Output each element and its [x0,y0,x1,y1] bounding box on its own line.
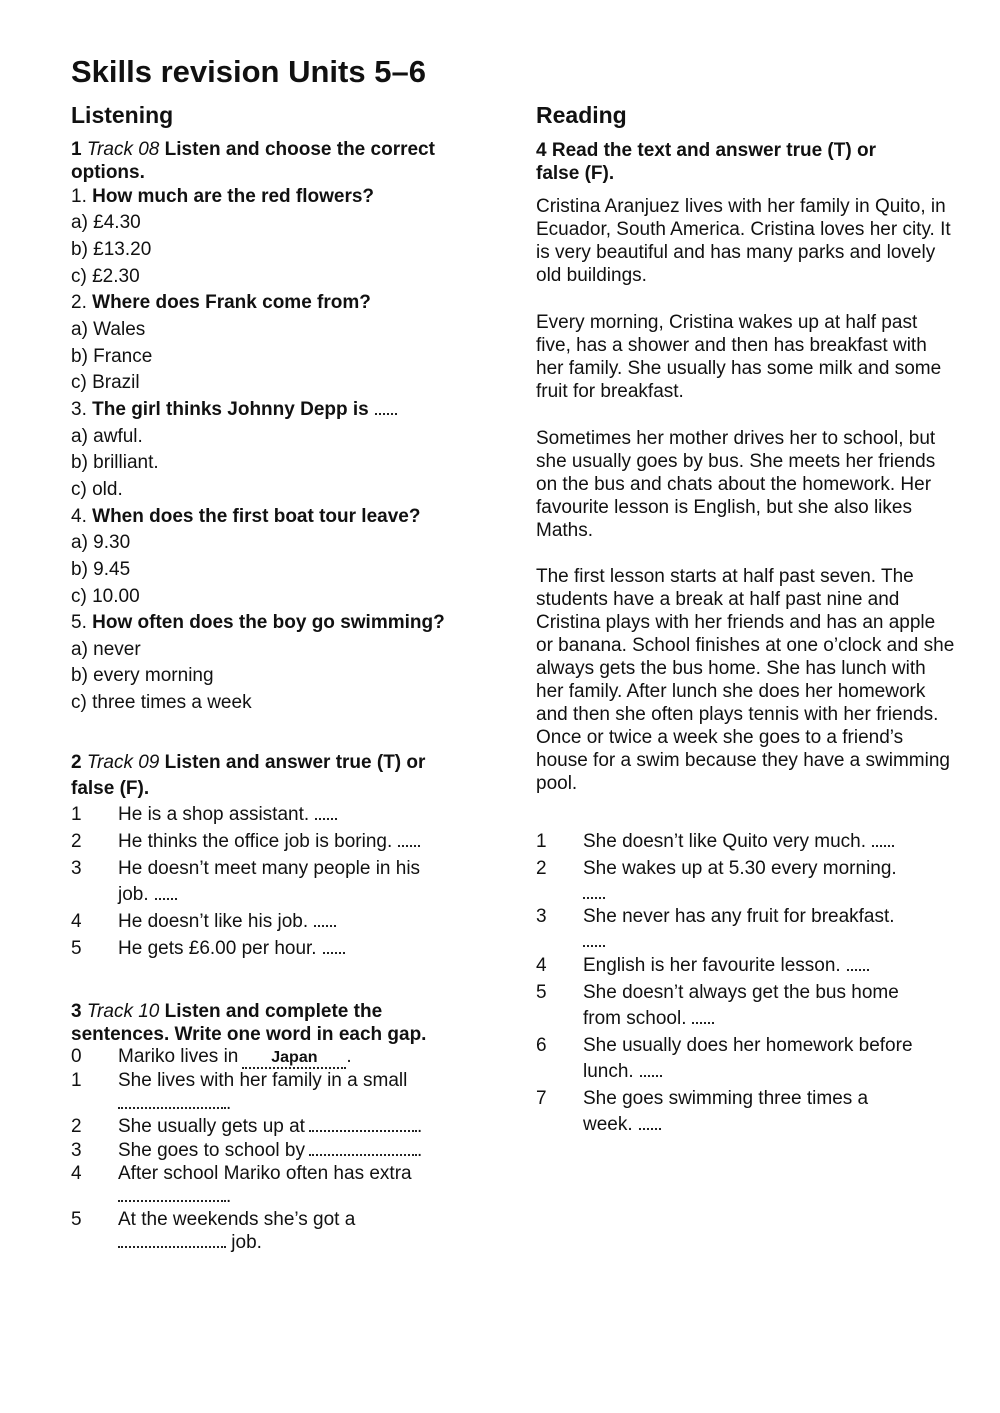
ex1-instruction [71,138,435,161]
item-text-cont: job. [118,884,149,905]
ex3-instruction-line1: Listen and complete the [164,1001,383,1022]
ex1-q3-option-c[interactable]: c) old. [71,479,123,500]
ex4-item-3 [536,904,956,952]
ex1-q3-option-a[interactable]: a) awful. [71,426,143,447]
item-number: 4 [71,911,82,932]
ex1-q3-option-b[interactable]: b) brilliant. [71,452,159,473]
answer-gap[interactable] [583,883,605,899]
ex1-q4-option-b[interactable]: b) 9.45 [71,559,131,580]
question-number: 5. [71,612,87,633]
question-text: How much are the red flowers? [92,186,375,207]
item-number: 2 [71,1116,82,1137]
reading-paragraph-4: The first lesson starts at half past seven. The students have a break at half past nine and Cristina plays with her friends and has an apple or banana. School finishes at one o’clock and she always gets the bus home. She has lunch with her family. After lunch she does her homework and then she often plays tennis with her friends. Once or twice a week she goes to a friend’s house for a swim because they have a swimming pool. [536,566,955,794]
ex2-item-4 [71,909,491,935]
ex2-item-3 [71,856,491,908]
item-text: He thinks the office job is boring. [118,831,393,852]
item-text: He gets £6.00 per hour. [118,938,317,959]
ex3-number: 3 [71,1001,82,1022]
ex3-item-5 [71,1208,491,1254]
ex1-q1-option-c[interactable]: c) £2.30 [71,266,140,287]
ex3-item-3: 3 She goes to school by . [71,1140,423,1161]
item-text: He doesn’t like his job. [118,911,309,932]
ex1-instruction-line2: options. [71,162,145,183]
item-text-cont: lunch. [583,1061,634,1082]
answer-gap[interactable] [692,1008,714,1024]
ex3-item-2: 2 She usually gets up at . [71,1116,423,1137]
item-text: He is a shop assistant. [118,804,310,825]
question-text: When does the first boat tour leave? [92,506,421,527]
ex1-track: Track 08 [86,139,160,160]
ex2-instruction [71,751,425,774]
answer-gap[interactable] [118,1093,226,1109]
item-number: 0 [71,1046,82,1067]
ex2-item-5 [71,936,491,962]
ex4-item-6 [536,1033,956,1085]
reading-paragraph-1: Cristina Aranjuez lives with her family in Quito, in Ecuador, South America. Cristina loves her city. It is very beautiful and has many parks and lovely old buildings. [536,196,951,286]
answer-gap[interactable] [314,911,336,927]
item-number: 3 [71,1140,82,1161]
ex1-q5-option-a[interactable]: a) never [71,639,141,660]
answer-gap[interactable] [118,1186,226,1202]
item-number: 5 [536,982,547,1003]
ex2-track: Track 09 [86,752,160,773]
question-number: 3. [71,399,87,420]
answer-gap[interactable] [315,804,337,820]
item-text: At the weekends she’s got a [118,1209,356,1230]
answer-gap[interactable] [872,831,894,847]
ex1-q2-option-a[interactable]: a) Wales [71,319,146,340]
reading-paragraph-2: Every morning, Cristina wakes up at half past five, has a shower and then has breakfast with her family. She usually has some milk and some fruit for breakfast. [536,312,942,402]
ex1-q2-option-b[interactable]: b) France [71,346,153,367]
ex2-instruction-line2: false (F). [71,778,150,799]
ex1-question-1 [71,185,374,208]
ex4-instruction-line1: 4 Read the text and answer true (T) or [536,140,876,161]
item-number: 3 [71,858,82,879]
question-text: How often does the boy go swimming? [92,612,445,633]
item-number: 2 [536,858,547,879]
answer-gap[interactable] [398,831,420,847]
item-number: 2 [71,831,82,852]
item-number: 6 [536,1035,547,1056]
item-text: She wakes up at 5.30 every morning. [583,858,897,879]
ex1-q4-option-a[interactable]: a) 9.30 [71,532,131,553]
question-number: 2. [71,292,87,313]
item-number: 1 [71,804,82,825]
answer-gap[interactable] [309,1140,417,1156]
item-text: English is her favourite lesson. [583,955,841,976]
reading-heading: Reading [536,102,627,128]
ex4-item-5 [536,980,956,1032]
item-number: 5 [71,1209,82,1230]
ex1-q1-option-a[interactable]: a) £4.30 [71,212,141,233]
ex4-item-7 [536,1086,956,1138]
ex4-item-4 [536,953,956,979]
question-number: 4. [71,506,87,527]
item-number: 3 [536,906,547,927]
ex3-instruction-line2: sentences. Write one word in each gap. [71,1024,427,1045]
item-text: Mariko lives in [118,1046,239,1067]
ex1-question-3 [71,398,397,421]
item-text-cont: job. [231,1232,262,1253]
example-answer: Japan [242,1049,346,1069]
listening-heading: Listening [71,102,174,128]
ex2-item-1 [71,802,491,828]
item-number: 4 [71,1163,82,1184]
ex3-track: Track 10 [86,1001,160,1022]
ex1-question-2 [71,291,371,314]
ex1-question-4 [71,505,420,528]
answer-gap[interactable] [640,1061,662,1077]
item-text: He doesn’t meet many people in his [118,858,421,879]
item-text: After school Mariko often has extra [118,1163,412,1184]
item-number: 5 [71,938,82,959]
item-text: She usually does her homework before [583,1035,913,1056]
item-text: She goes swimming three times a [583,1088,869,1109]
ex1-question-5 [71,611,445,634]
ex4-item-2 [536,856,956,904]
item-text-cont: week. [583,1114,633,1135]
ex3-item-4: 4 After school Mariko often has extra . [71,1163,412,1207]
item-text: She lives with her family in a small [118,1070,408,1091]
question-text: Where does Frank come from? [92,292,371,313]
answer-gap[interactable] [323,938,345,954]
ex1-q5-option-c[interactable]: c) three times a week [71,692,252,713]
ex2-item-2 [71,829,491,855]
ex1-q1-option-b[interactable]: b) £13.20 [71,239,152,260]
item-number: 4 [536,955,547,976]
item-text: She usually gets up at [118,1116,305,1137]
ex3-item-0: 0 Mariko lives in Japan . [71,1046,352,1067]
ex1-q4-option-c[interactable]: c) 10.00 [71,586,140,607]
question-text: The girl thinks Johnny Depp is [92,399,369,420]
answer-gap[interactable] [155,884,177,900]
answer-gap[interactable] [583,931,605,947]
ex2-number: 2 [71,752,82,773]
ex3-instruction [71,1000,382,1023]
item-text: She never has any fruit for breakfast. [583,906,895,927]
ex1-number: 1 [71,139,82,160]
answer-gap[interactable] [847,955,869,971]
question-number: 1. [71,186,87,207]
item-text-cont: from school. [583,1008,687,1029]
answer-gap[interactable] [118,1232,226,1248]
answer-gap[interactable] [375,399,397,415]
ex1-q2-option-c[interactable]: c) Brazil [71,372,140,393]
ex1-q5-option-b[interactable]: b) every morning [71,665,214,686]
ex1-instruction-line1: Listen and choose the correct [164,139,435,160]
answer-gap[interactable] [639,1114,661,1130]
answer-gap[interactable] [309,1116,417,1132]
ex4-item-1 [536,829,956,855]
item-text: She doesn’t like Quito very much. [583,831,867,852]
reading-paragraph-3: Sometimes her mother drives her to school, but she usually goes by bus. She meets her friends on the bus and chats about the homework. Her favourite lesson is English, but she also likes Maths. [536,428,936,541]
ex3-item-1: 1 She lives with her family in a small . [71,1070,408,1114]
ex4-instruction-line2: false (F). [536,163,615,184]
item-number: 1 [536,831,547,852]
item-text: She doesn’t always get the bus home [583,982,899,1003]
ex2-instruction-line1: Listen and answer true (T) or [164,752,426,773]
item-text: She goes to school by [118,1140,305,1161]
page-title: Skills revision Units 5–6 [71,54,426,89]
item-number: 1 [71,1070,82,1091]
item-number: 7 [536,1088,547,1109]
